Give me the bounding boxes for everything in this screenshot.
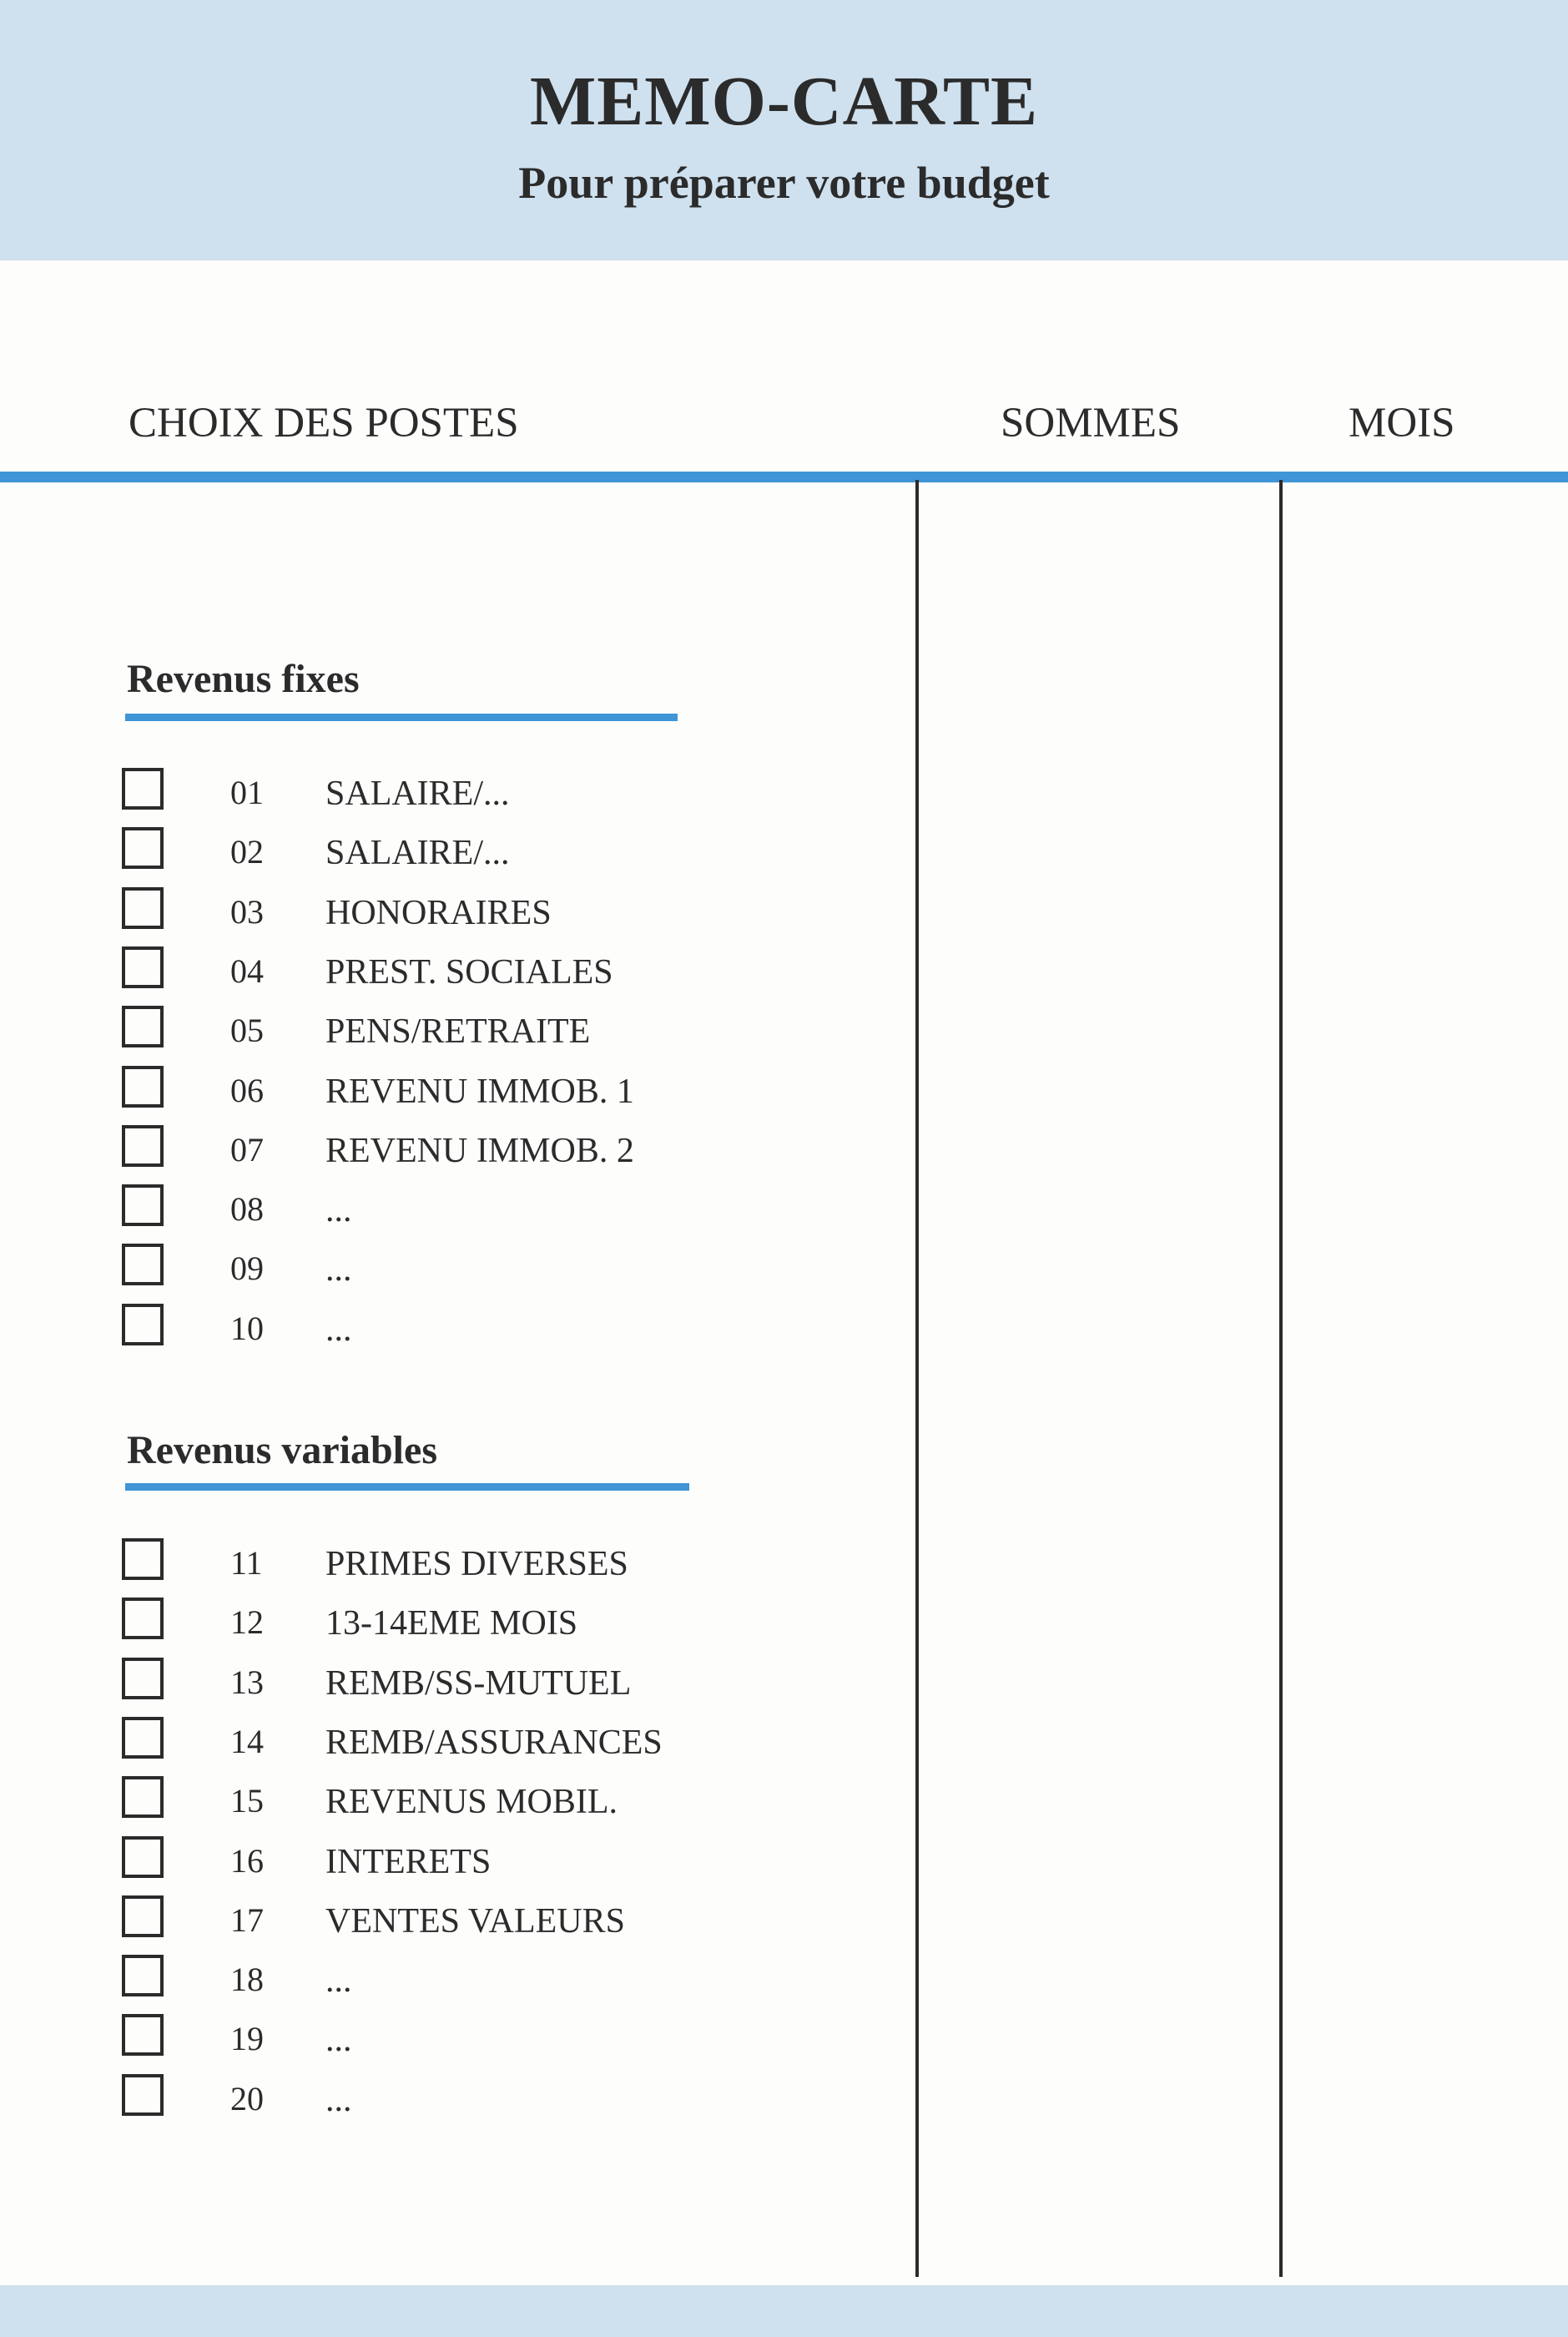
item-checkbox[interactable]	[122, 1895, 164, 1937]
item-checkbox[interactable]	[122, 1836, 164, 1878]
item-checkbox[interactable]	[122, 946, 164, 988]
item-label: HONORAIRES	[325, 893, 552, 932]
item-checkbox[interactable]	[122, 1006, 164, 1047]
list-item	[122, 1658, 723, 1708]
list-item	[122, 946, 723, 997]
list-item	[122, 1006, 723, 1056]
item-number: 07	[230, 1130, 264, 1168]
item-number: 04	[230, 951, 264, 990]
item-label: ...	[325, 1961, 352, 2001]
item-checkbox[interactable]	[122, 1538, 164, 1580]
item-number: 03	[230, 892, 264, 931]
item-number: 11	[230, 1544, 263, 1582]
item-checkbox[interactable]	[122, 1776, 164, 1818]
item-number: 20	[230, 2079, 264, 2117]
item-number: 10	[230, 1309, 264, 1347]
column-divider-sommes	[915, 480, 919, 2277]
item-label: PRIMES DIVERSES	[325, 1545, 628, 1583]
item-checkbox[interactable]	[122, 1955, 164, 1996]
item-number: 06	[230, 1071, 264, 1109]
item-label: SALAIRE/...	[325, 775, 510, 813]
item-checkbox[interactable]	[122, 1244, 164, 1285]
item-label: ...	[325, 2080, 352, 2119]
item-number: 01	[230, 774, 264, 811]
item-label: PREST. SOCIALES	[325, 952, 613, 992]
item-label: VENTES VALEURS	[325, 1901, 625, 1941]
item-number: 05	[230, 1012, 264, 1050]
list-item	[122, 887, 723, 937]
item-label: INTERETS	[325, 1842, 492, 1881]
item-number: 02	[230, 833, 264, 871]
item-checkbox[interactable]	[122, 1066, 164, 1108]
item-checkbox[interactable]	[122, 1658, 164, 1699]
list-item	[122, 1244, 723, 1294]
item-number: 08	[230, 1190, 264, 1229]
section-rule-revenus-variables	[125, 1483, 689, 1491]
section-rule-revenus-fixes	[125, 714, 678, 721]
item-checkbox[interactable]	[122, 2074, 164, 2116]
item-checkbox[interactable]	[122, 1598, 164, 1639]
section-title-revenus-variables: Revenus variables	[127, 1428, 437, 1472]
item-label: ...	[325, 1310, 352, 1349]
list-item	[122, 1895, 723, 1946]
item-checkbox[interactable]	[122, 887, 164, 929]
item-label: REMB/SS-MUTUEL	[325, 1663, 632, 1703]
item-number: 19	[230, 2020, 264, 2058]
item-number: 15	[230, 1782, 264, 1820]
item-number: 12	[230, 1603, 264, 1642]
item-checkbox[interactable]	[122, 1184, 164, 1226]
item-number: 14	[230, 1722, 264, 1760]
item-label: 13-14EME MOIS	[325, 1604, 578, 1643]
item-number: 09	[230, 1249, 264, 1288]
list-item	[122, 2074, 723, 2124]
column-header-mois: MOIS	[1349, 400, 1455, 447]
item-label: ...	[325, 1191, 352, 1230]
list-item	[122, 1304, 723, 1354]
item-label: ...	[325, 2021, 352, 2060]
list-item	[122, 1776, 723, 1826]
list-item	[122, 1598, 723, 1648]
list-item	[122, 1717, 723, 1767]
list-item	[122, 1538, 723, 1588]
item-label: REMB/ASSURANCES	[325, 1723, 663, 1762]
list-item	[122, 768, 723, 818]
item-label: SALAIRE/...	[325, 834, 510, 873]
list-item	[122, 1066, 723, 1116]
column-header-choix: CHOIX DES POSTES	[129, 400, 519, 447]
item-checkbox[interactable]	[122, 1717, 164, 1759]
item-checkbox[interactable]	[122, 2014, 164, 2056]
list-item	[122, 1125, 723, 1175]
item-label: REVENUS MOBIL.	[325, 1783, 618, 1822]
item-label: ...	[325, 1250, 352, 1290]
item-label: REVENU IMMOB. 2	[325, 1131, 634, 1170]
list-item	[122, 827, 723, 877]
item-number: 13	[230, 1663, 264, 1701]
section-title-revenus-fixes: Revenus fixes	[127, 657, 360, 701]
list-item	[122, 1836, 723, 1886]
list-item	[122, 1955, 723, 2005]
list-item	[122, 1184, 723, 1234]
item-checkbox[interactable]	[122, 768, 164, 810]
page-subtitle: Pour préparer votre budget	[518, 158, 1050, 208]
footer-band	[0, 2285, 1568, 2337]
column-header-sommes: SOMMES	[1001, 400, 1181, 447]
header-rule	[0, 472, 1568, 482]
item-number: 17	[230, 1900, 264, 1939]
column-divider-mois	[1279, 480, 1283, 2277]
item-label: PENS/RETRAITE	[325, 1012, 591, 1052]
item-checkbox[interactable]	[122, 1125, 164, 1167]
item-label: REVENU IMMOB. 1	[325, 1072, 634, 1111]
item-checkbox[interactable]	[122, 827, 164, 869]
item-checkbox[interactable]	[122, 1304, 164, 1345]
list-item	[122, 2014, 723, 2064]
item-number: 16	[230, 1841, 264, 1880]
page-title: MEMO-CARTE	[530, 63, 1038, 140]
item-number: 18	[230, 1961, 264, 1999]
